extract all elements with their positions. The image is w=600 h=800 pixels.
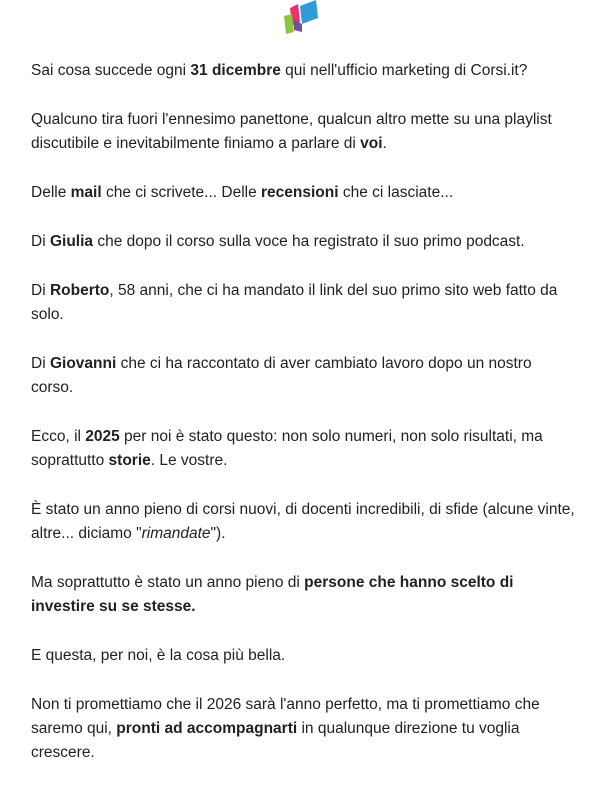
bold-text: voi [360,135,383,152]
bold-text: mail [70,184,102,201]
text-segment: "). [210,525,226,542]
text-segment: in qualunque direzione tu voglia crescere. [31,720,520,761]
text-segment: per noi è stato questo: non solo numeri, non solo risultati, ma soprattutto [31,428,543,469]
logo-blue-shape [300,0,318,24]
paragraph [31,498,576,546]
text-segment: qui nell'ufficio marketing di Corsi.it? [280,62,528,79]
paragraph [31,59,576,83]
text-segment: che ci lasciate... [338,184,454,201]
bold-text: persone che hanno scelto di investire su se stesse. [31,574,514,615]
text-segment: Ecco, il [31,428,86,445]
paragraph [31,181,576,205]
paragraph [31,571,576,619]
bold-text: storie [108,452,151,469]
text-segment: Delle [31,184,71,201]
italic-text: rimandate [141,525,211,542]
paragraph [31,425,576,473]
bold-text: Giovanni [49,355,117,372]
text-segment: E questa, per noi, è la cosa più bella. [31,647,286,664]
text-segment: Ma soprattutto è stato un anno pieno di [31,574,305,591]
bold-text: 2025 [85,428,120,445]
paragraph [31,230,576,254]
text-segment: Di [31,282,50,299]
email-body [31,59,576,790]
bold-text: recensioni [261,184,339,201]
text-segment: Non ti promettiamo che il 2026 sarà l'anno perfetto, ma ti promettiamo che saremo qui, [31,696,540,737]
bold-text: 31 dicembre [190,62,281,79]
text-segment: . Le vostre. [150,452,228,469]
bold-text: pronti ad accompagnarti [116,720,298,737]
text-segment: Di [31,355,50,372]
text-segment: . [382,135,387,152]
bold-text: Giulia [49,233,94,250]
paragraph [31,279,576,327]
text-segment: che ci ha raccontato di aver cambiato lavoro dopo un nostro corso. [31,355,532,396]
paragraph [31,644,576,668]
text-segment: È stato un anno pieno di corsi nuovi, di docenti incredibili, di sfide (alcune vinte, altre... diciamo " [31,501,575,542]
paragraph [31,108,576,156]
text-segment: Di [31,233,50,250]
paragraph [31,352,576,400]
text-segment: , 58 anni, che ci ha mandato il link del suo primo sito web fatto da solo. [31,282,558,323]
bold-text: Roberto [49,282,110,299]
text-segment: Sai cosa succede ogni [31,62,191,79]
corsi-book-logo-icon [276,0,324,36]
text-segment: Qualcuno tira fuori l'ennesimo panettone, qualcun altro mette su una playlist discutibile e inevitabilmente finiamo a parlare di [31,111,552,152]
paragraph [31,693,576,765]
text-segment: che dopo il corso sulla voce ha registrato il suo primo podcast. [93,233,525,250]
text-segment: che ci scrivete... Delle [101,184,262,201]
logo [0,0,600,40]
